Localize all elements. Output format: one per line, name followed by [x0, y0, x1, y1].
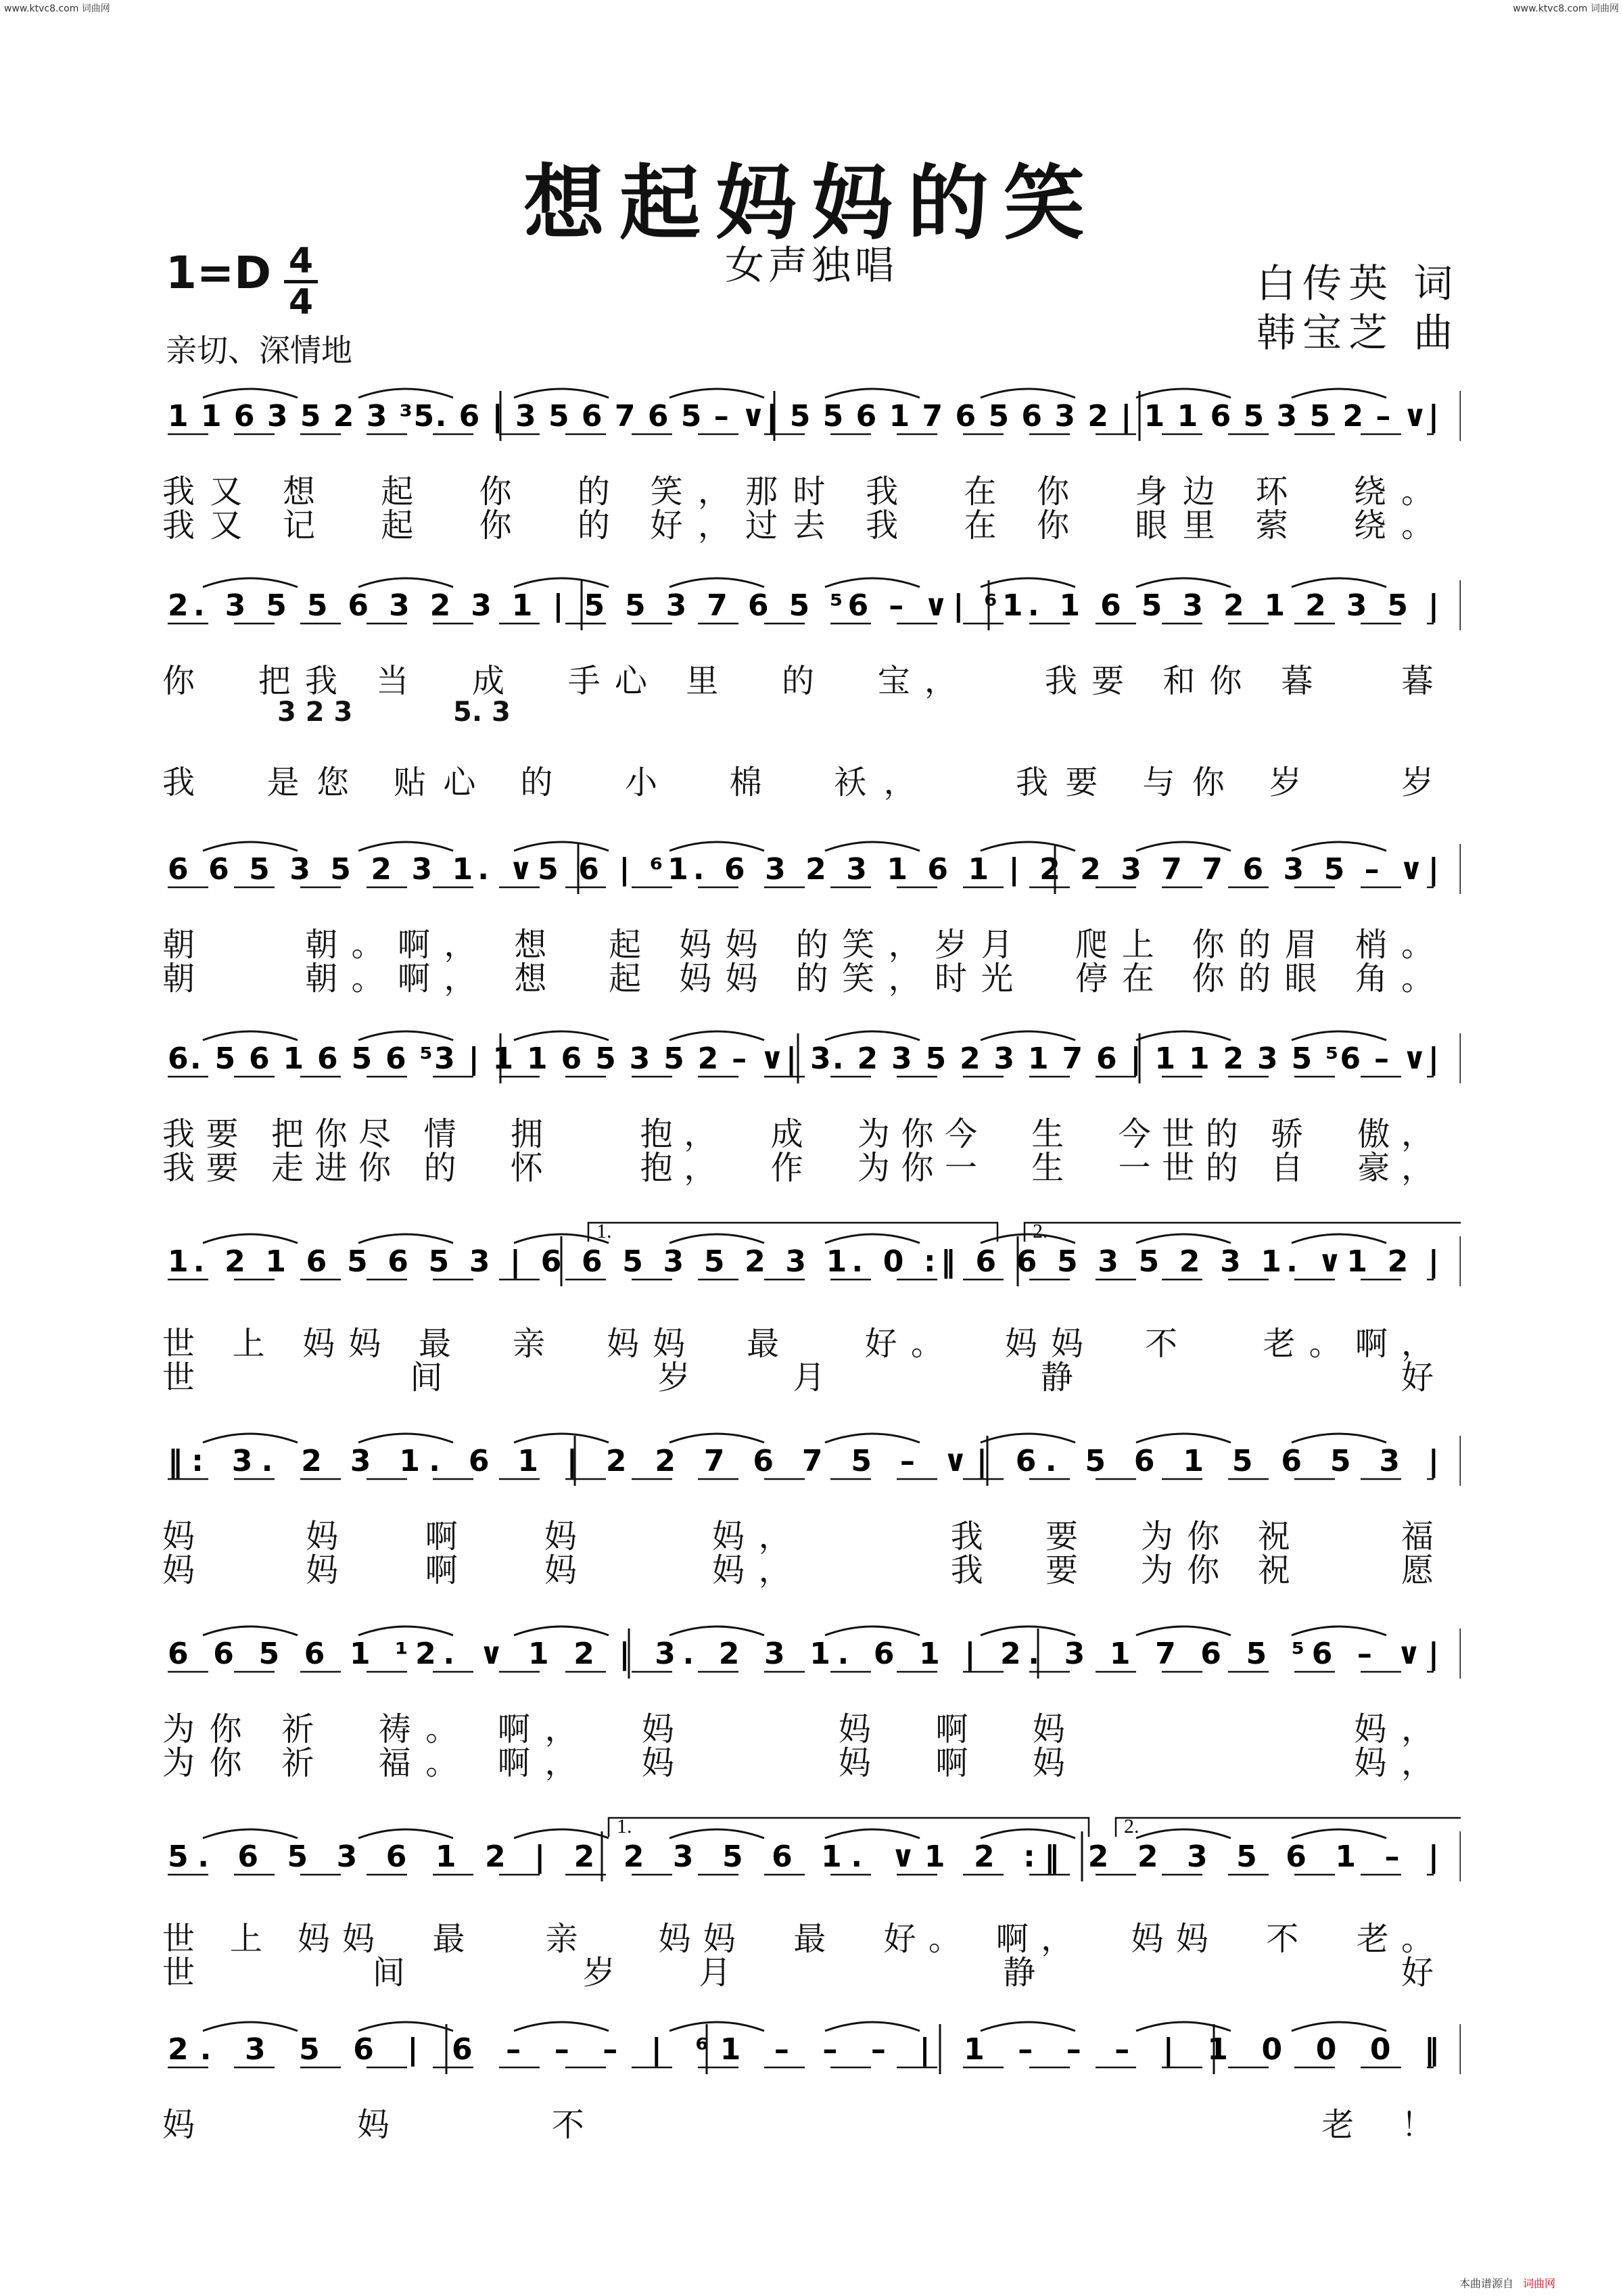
slur-mark [981, 1031, 1075, 1040]
slur-mark [669, 1434, 764, 1443]
slur-mark [514, 1626, 609, 1635]
slur-mark [981, 842, 1075, 851]
slur-mark [825, 389, 920, 398]
slur-mark [203, 1829, 298, 1838]
footer-site-label: 词曲网 [1522, 2277, 1555, 2290]
lyric-text: 我要 走进你 的 怀 抱， 作 为你一 生 一世的 自 豪， [162, 1149, 1445, 1187]
lyric-text: 世 上 妈妈 最 亲 妈妈 最 好。 啊， 妈妈 不 老。 [162, 1920, 1446, 1958]
slur-mark [1292, 1031, 1386, 1040]
notation-text: 6 6 5 6 1 ¹2. ∨ 1 2 | 3. 2 3 1. 6 1 | 2. 3 1 7 6 5 ⁵6 – ∨| [168, 1637, 1439, 1671]
slur-mark [1136, 1434, 1231, 1443]
slur-mark [825, 1434, 920, 1443]
footer [1459, 2275, 1555, 2291]
slur-mark [1292, 578, 1386, 587]
slur-mark [981, 2022, 1075, 2031]
slur-mark [669, 389, 764, 398]
lyric-text: 我 是您 贴心 的 小 棉 袄， 我要 与你 岁 岁 [162, 764, 1451, 801]
volta-number: 1. [617, 1815, 632, 1837]
slur-mark [358, 1626, 453, 1635]
lyric-text: 朝 朝。啊， 想 起 妈妈 的笑，岁月 爬上 你的眉 梢。 [162, 926, 1448, 964]
lyric-text: 妈 妈 啊 妈 妈， 我 要 为你 祝 愿 [162, 1551, 1448, 1589]
slur-mark [358, 2022, 453, 2031]
volta-number: 2. [1033, 1220, 1048, 1242]
lyric-line [162, 1146, 1461, 1190]
variant-notation: 3 2 3 [277, 697, 353, 728]
slur-mark [981, 1626, 1075, 1635]
slur-mark [981, 1829, 1075, 1838]
slur-mark [514, 842, 609, 851]
slur-mark [1136, 389, 1231, 398]
slur-mark [203, 1031, 298, 1040]
notation-text: 1 1 6 3 5 2 3 ³5. 6 | 3 5 6 7 6 5 – ∨| 5 5 6 1 7 6 5 6 3 2 | 1 1 6 5 3 5 2 – ∨| [168, 399, 1439, 434]
lyric-line [162, 957, 1461, 1000]
slur-mark [1136, 842, 1231, 851]
lyric-line [162, 1951, 1518, 1994]
notation-staff [162, 832, 1461, 906]
lyric-line [162, 1356, 1536, 1399]
tempo-marking: 亲切、深情地 [166, 332, 352, 369]
slur-mark [358, 1234, 453, 1243]
lyric-text: 为你 祈 福。 啊， 妈 妈 啊 妈 妈， [162, 1744, 1449, 1782]
slur-mark [669, 1829, 764, 1838]
slur-mark [981, 1234, 1075, 1243]
slur-mark [358, 1829, 453, 1838]
lyric-text: 朝 朝。啊， 想 起 妈妈 的笑，时光 停在 你的眼 角。 [162, 960, 1448, 998]
lyric-text: 我又 想 起 你 的 笑，那时 我 在 你 身边 环 绕。 [162, 473, 1449, 511]
time-signature-bottom: 4 [288, 282, 314, 323]
slur-mark [981, 389, 1075, 398]
song-subtitle: 女声独唱 [724, 242, 898, 288]
slur-mark [358, 1031, 453, 1040]
time-signature-top: 4 [288, 241, 314, 281]
slur-mark [825, 842, 920, 851]
slur-mark [514, 578, 609, 587]
lyric-text: 我要 把你尽 情 拥 抱， 成 为你今 生 今世的 骄 傲， [162, 1115, 1445, 1153]
slur-mark [203, 842, 298, 851]
notation-staff [162, 1021, 1461, 1096]
slur-mark [669, 1031, 764, 1040]
slur-mark [1136, 1234, 1231, 1243]
volta-number: 2. [1124, 1815, 1139, 1837]
notation-staff [162, 568, 1461, 642]
notation-text: 2. 3 5 5 6 3 2 3 1 | 5 5 3 7 6 5 ⁵6 – ∨| ⁶1. 1 6 5 3 2 1 2 3 5 | [168, 588, 1440, 623]
slur-mark [1292, 1829, 1386, 1838]
lyric-line [162, 659, 1461, 703]
notation-text: 6 6 5 3 5 2 3 1. ∨5 6 | ⁶1. 6 3 2 3 1 6 1 | 2 2 3 7 7 6 3 5 – ∨| [168, 852, 1439, 887]
notation-text: ‖: 3. 2 3 1. 6 1 | 2 2 7 6 7 5 – ∨| 6. 5 6 1 5 6 5 3 | [168, 1444, 1439, 1478]
variant-notation: 5. 3 [453, 697, 511, 728]
slur-mark [1292, 1434, 1386, 1443]
footer-source-label: 本曲谱源自 [1459, 2277, 1513, 2290]
lyric-line [162, 1549, 1461, 1592]
volta-number: 1. [596, 1220, 612, 1242]
lyric-text: 世 间 岁月 静 好 [162, 1359, 1536, 1397]
lyric-line [162, 1741, 1461, 1785]
lyric-text: 你 把我 当 成 手心 里 的 宝， 我要 和你 暮 暮 [162, 662, 1449, 700]
lyric-text: 世 上 妈妈 最 亲 妈妈 最 好。 妈妈 不 老。啊， [162, 1325, 1448, 1363]
notation-staff [162, 1819, 1461, 1894]
slur-mark [358, 842, 453, 851]
lyric-text: 世 间 岁月 静 好 [162, 1954, 1518, 1992]
slur-mark [1292, 1626, 1386, 1635]
slur-mark [203, 1434, 298, 1443]
slur-mark [1136, 1626, 1231, 1635]
lyric-text: 我又 记 起 你 的 好，过去 我 在 你 眼里 萦 绕。 [162, 507, 1449, 544]
notation-staff [162, 1224, 1461, 1298]
slur-mark [358, 389, 453, 398]
notation-staff [162, 1616, 1461, 1691]
key-signature: 1=D [166, 247, 272, 299]
notation-staff [162, 2012, 1461, 2086]
lyric-text: 妈 妈 不 老！ [162, 2106, 1481, 2144]
slur-mark [1136, 2022, 1231, 2031]
slur-mark [669, 842, 764, 851]
notation-staff [162, 379, 1461, 453]
slur-mark [203, 578, 298, 587]
slur-mark [669, 1626, 764, 1635]
time-signature [284, 241, 318, 323]
slur-mark [203, 1626, 298, 1635]
slur-mark [358, 1434, 453, 1443]
slur-mark [825, 578, 920, 587]
slur-mark [203, 1234, 298, 1243]
composer-credit: 韩宝芝 曲 [1256, 310, 1460, 356]
lyric-text: 妈 妈 啊 妈 妈， 我 要 为你 祝 福 [162, 1518, 1448, 1555]
site-watermark-right: www.ktvc8.com 词曲网 [1513, 3, 1619, 14]
site-watermark-left: www.ktvc8.com 词曲网 [4, 3, 110, 14]
slur-mark [1292, 842, 1386, 851]
lyric-line [162, 504, 1461, 547]
slur-mark [514, 2022, 609, 2031]
song-title: 想起妈妈的笑 [523, 156, 1100, 251]
slur-mark [1292, 2022, 1386, 2031]
slur-mark [825, 1234, 920, 1243]
notation-text: 5. 6 5 3 6 1 2 | 2 2 3 5 6 1. ∨1 2 :‖ 2 2 3 5 6 1 – | [168, 1840, 1439, 1874]
slur-mark [514, 1031, 609, 1040]
notation-text: 1. 2 1 6 5 6 5 3 | 6 6 5 3 5 2 3 1. 0 :‖ 6 6 5 3 5 2 3 1. ∨1 2 | [168, 1244, 1440, 1279]
lyricist-credit: 白传英 词 [1256, 260, 1460, 306]
slur-mark [825, 2022, 920, 2031]
slur-mark [669, 1234, 764, 1243]
slur-mark [358, 578, 453, 587]
slur-mark [1292, 389, 1386, 398]
slur-mark [669, 2022, 764, 2031]
slur-mark [1136, 578, 1231, 587]
slur-mark [514, 1829, 609, 1838]
slur-mark [514, 1434, 609, 1443]
lyric-text: 为你 祈 祷。 啊， 妈 妈 啊 妈 妈， [162, 1710, 1449, 1748]
lyric-line [162, 2103, 1481, 2147]
lyric-line [162, 761, 1461, 804]
slur-mark [669, 578, 764, 587]
notation-text: 2. 3 5 6 | 6 – – – | ⁶1 – – – | 1 – – – | 1 0 0 0 ‖ [168, 2032, 1440, 2067]
slur-mark [981, 1434, 1075, 1443]
notation-staff [162, 1424, 1461, 1498]
slur-mark [1136, 1829, 1231, 1838]
slur-mark [203, 389, 298, 398]
slur-mark [825, 1829, 920, 1838]
slur-mark [203, 2022, 298, 2031]
slur-mark [981, 578, 1075, 587]
slur-mark [1136, 1031, 1231, 1040]
notation-text: 6. 5 6 1 6 5 6 ⁵3 | 1 1 6 5 3 5 2 – ∨| 3. 2 3 5 2 3 1 7 6 | 1 1 2 3 5 ⁵6 – ∨| [168, 1041, 1439, 1076]
slur-mark [825, 1031, 920, 1040]
slur-mark [1292, 1234, 1386, 1243]
slur-mark [514, 389, 609, 398]
slur-mark [825, 1626, 920, 1635]
